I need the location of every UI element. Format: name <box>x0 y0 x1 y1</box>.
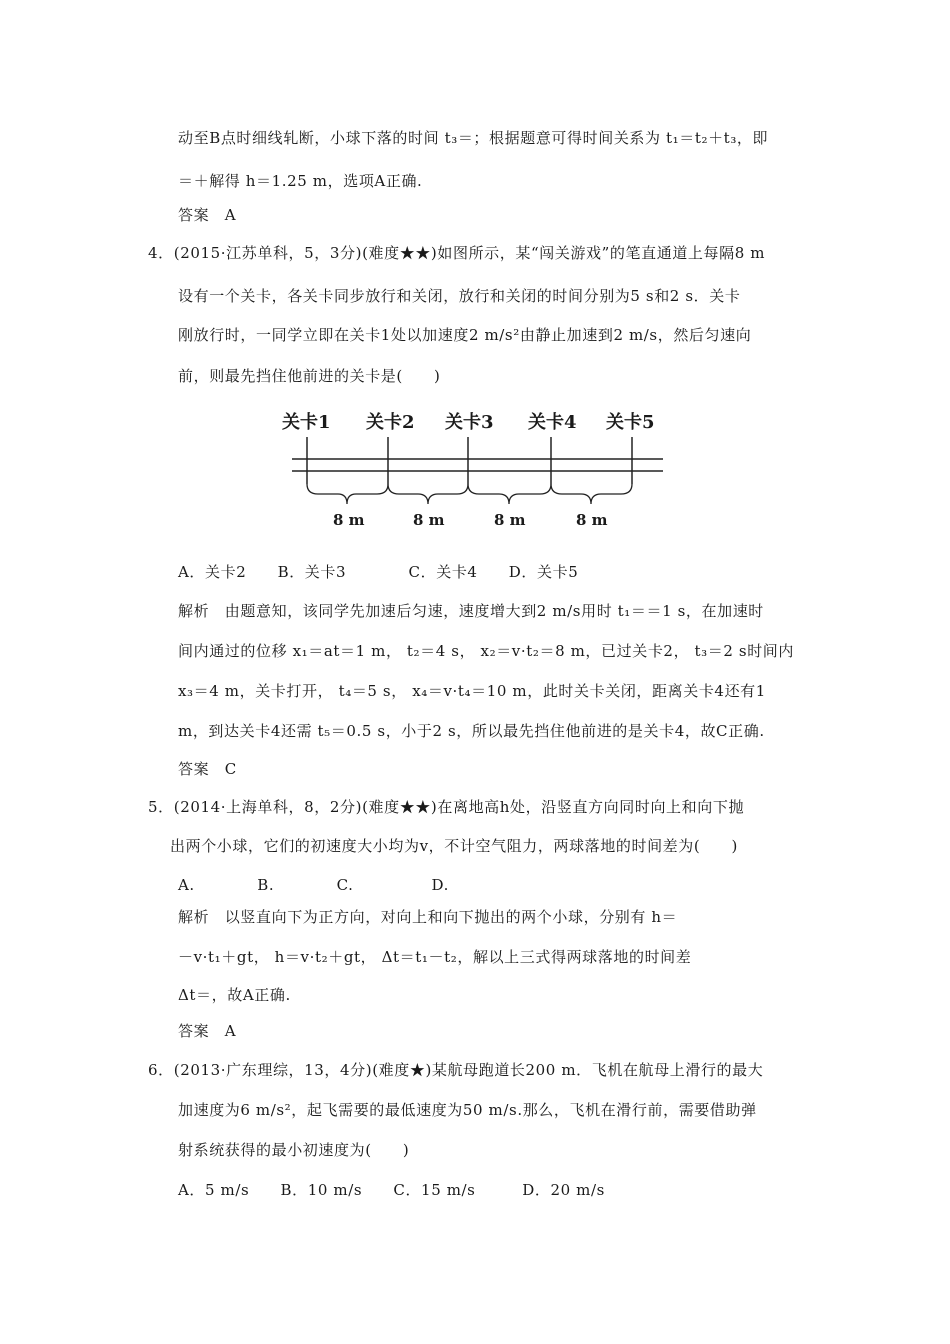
answer-line: 答案 A <box>178 206 237 224</box>
gate-label: 关卡4 <box>528 412 577 433</box>
distance-brace <box>307 484 388 504</box>
gate-label: 关卡2 <box>366 412 415 433</box>
gate-label: 关卡3 <box>445 412 494 433</box>
distance-label: 8 m <box>333 511 365 529</box>
question-4-line: 刚放行时，一同学立即在关卡1处以加速度2 m/s²由静止加速到2 m/s，然后匀速向 <box>178 326 752 344</box>
analysis-line: 解析 由题意知，该同学先加速后匀速，速度增大到2 m/s用时 t₁＝＝1 s，在加速时 <box>178 602 764 620</box>
question-5-line: 5．(2014·上海单科，8，2分)(难度★★)在离地高h处，沿竖直方向同时向上和向下抛 <box>148 798 745 816</box>
question-4-line: 设有一个关卡，各关卡同步放行和关闭，放行和关闭的时间分别为5 s和2 s．关卡 <box>178 287 741 305</box>
analysis-line: m，到达关卡4还需 t₅＝0.5 s，小于2 s，所以最先挡住他前进的是关卡4，故C正确. <box>178 722 765 740</box>
question-6-line: 射系统获得的最小初速度为( ) <box>178 1141 410 1159</box>
analysis-line: x₃＝4 m，关卡打开， t₄＝5 s， x₄＝v·t₄＝10 m，此时关卡关闭，距离关卡4还有1 <box>178 682 766 700</box>
options-line: A．5 m/s B．10 m/s C．15 m/s D．20 m/s <box>178 1181 605 1199</box>
question-6-line: 6．(2013·广东理综，13，4分)(难度★)某航母跑道长200 m．飞机在航母上滑行的最大 <box>148 1061 764 1079</box>
analysis-line: 解析 以竖直向下为正方向，对向上和向下抛出的两个小球，分别有 h＝ <box>178 908 678 926</box>
options-line: A．关卡2 B．关卡3 C．关卡4 D．关卡5 <box>178 563 579 581</box>
gate-label: 关卡1 <box>282 412 331 433</box>
question-4-line: 4．(2015·江苏单科，5，3分)(难度★★)如图所示，某“闯关游戏”的笔直通道上每隔8 m <box>148 244 766 262</box>
distance-label: 8 m <box>576 511 608 529</box>
distance-label: 8 m <box>494 511 526 529</box>
distance-brace <box>551 484 632 504</box>
question-6-line: 加速度为6 m/s²，起飞需要的最低速度为50 m/s.那么，飞机在滑行前，需要借助弹 <box>178 1101 757 1119</box>
analysis-line: －v·t₁＋gt， h＝v·t₂＋gt， Δt＝t₁－t₂，解以上三式得两球落地的时间差 <box>178 948 692 966</box>
distance-label: 8 m <box>413 511 445 529</box>
distance-brace <box>388 484 468 504</box>
options-line: A. B. C. D. <box>178 876 449 894</box>
gate-label: 关卡5 <box>606 412 655 433</box>
answer-line: 答案 C <box>178 760 237 778</box>
distance-brace <box>468 484 551 504</box>
question-4-line: 前，则最先挡住他前进的关卡是( ) <box>178 367 441 385</box>
question-5-line: 出两个小球，它们的初速度大小均为v，不计空气阻力，两球落地的时间差为( ) <box>170 837 738 855</box>
text-line: ＝＋解得 h＝1.25 m，选项A正确. <box>178 172 423 190</box>
text-line: 动至B点时细线轧断，小球下落的时间 t₃＝；根据题意可得时间关系为 t₁＝t₂＋t₃，即 <box>178 129 769 147</box>
answer-line: 答案 A <box>178 1022 237 1040</box>
analysis-line: Δt＝，故A正确. <box>178 986 291 1004</box>
analysis-line: 间内通过的位移 x₁＝at＝1 m， t₂＝4 s， x₂＝v·t₂＝8 m，已过关卡2， t₃＝2 s时间内 <box>178 642 794 660</box>
